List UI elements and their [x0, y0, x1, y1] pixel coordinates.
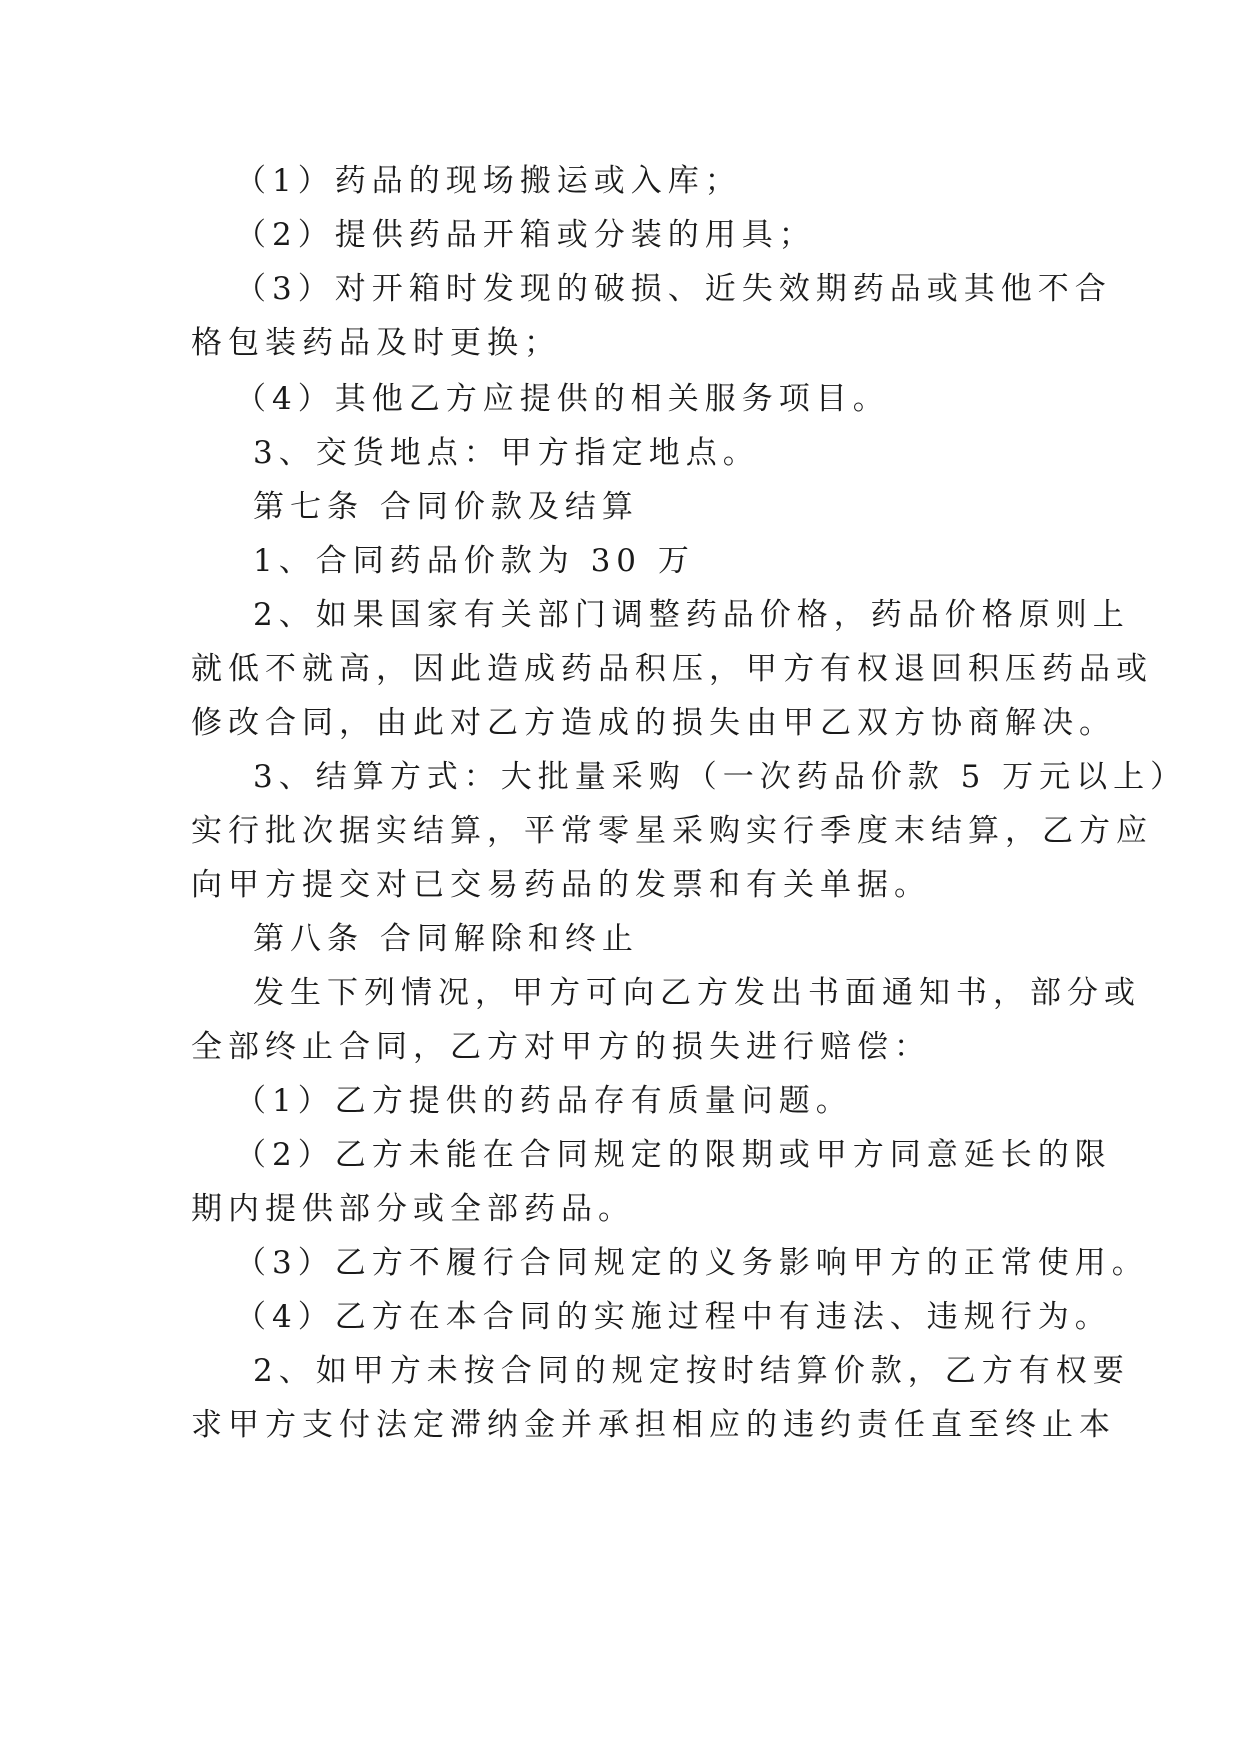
- text-line-10: 就低不就高，因此造成药品积压，甲方有权退回积压药品或: [191, 651, 1153, 687]
- text-line-3: （3）对开箱时发现的破损、近失效期药品或其他不合: [235, 271, 1112, 307]
- text-line-24: 求甲方支付法定滞纳金并承担相应的违约责任直至终止本: [191, 1407, 1116, 1443]
- text-line-11: 修改合同，由此对乙方造成的损失由甲乙双方协商解决。: [191, 705, 1116, 741]
- section-heading-article-8: 第八条 合同解除和终止: [253, 921, 639, 957]
- section-heading-article-7: 第七条 合同价款及结算: [253, 489, 639, 525]
- text-line-6: 3、交货地点：甲方指定地点。: [253, 435, 760, 471]
- text-line-17: 全部终止合同，乙方对甲方的损失进行赔偿：: [191, 1029, 931, 1065]
- text-line-16: 发生下列情况，甲方可向乙方发出书面通知书，部分或: [253, 975, 1141, 1011]
- text-line-23: 2、如甲方未按合同的规定按时结算价款，乙方有权要: [253, 1353, 1130, 1389]
- text-line-1: （1）药品的现场搬运或入库；: [235, 163, 742, 199]
- text-line-22: （4）乙方在本合同的实施过程中有违法、违规行为。: [235, 1299, 1112, 1335]
- text-line-5: （4）其他乙方应提供的相关服务项目。: [235, 381, 890, 417]
- text-line-20: 期内提供部分或全部药品。: [191, 1191, 635, 1227]
- text-line-12: 3、结算方式：大批量采购（一次药品价款 5 万元以上）: [253, 759, 1188, 795]
- text-line-9: 2、如果国家有关部门调整药品价格，药品价格原则上: [253, 597, 1130, 633]
- text-line-21: （3）乙方不履行合同规定的义务影响甲方的正常使用。: [235, 1245, 1149, 1281]
- text-line-18: （1）乙方提供的药品存有质量问题。: [235, 1083, 853, 1119]
- text-line-19: （2）乙方未能在合同规定的限期或甲方同意延长的限: [235, 1137, 1112, 1173]
- text-line-14: 向甲方提交对已交易药品的发票和有关单据。: [191, 867, 931, 903]
- text-line-4: 格包装药品及时更换；: [191, 325, 561, 361]
- text-line-2: （2）提供药品开箱或分装的用具；: [235, 217, 816, 253]
- text-line-13: 实行批次据实结算，平常零星采购实行季度末结算，乙方应: [191, 813, 1153, 849]
- text-line-8: 1、合同药品价款为 30 万: [253, 543, 695, 579]
